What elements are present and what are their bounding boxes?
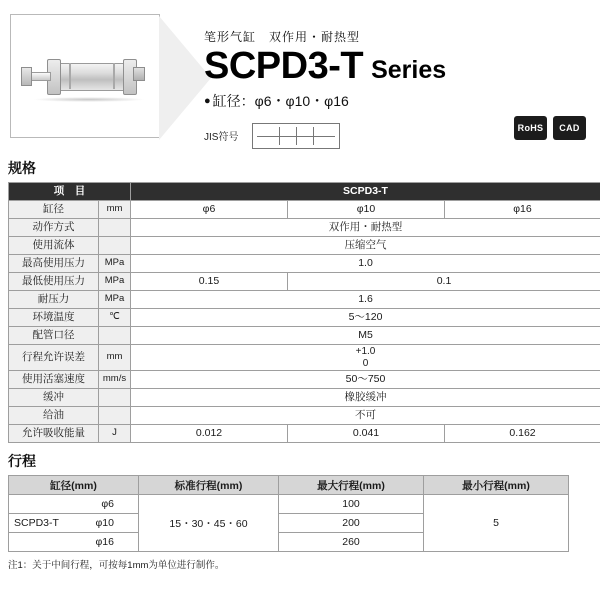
jis-label: JIS符号	[204, 132, 239, 144]
table-row	[9, 495, 569, 514]
row-unit: MPa	[99, 273, 131, 291]
cell-value: 5～120	[131, 309, 600, 327]
row-label: 缓冲	[9, 389, 99, 407]
cell-value: φ16	[445, 201, 600, 219]
bore-text: 缸径：φ6・φ10・φ16	[212, 92, 349, 109]
table-row	[9, 309, 600, 327]
table-row	[9, 345, 600, 371]
cell-value: 不可	[131, 407, 600, 425]
row-unit: mm	[99, 345, 131, 371]
row-label: 耐压力	[9, 291, 99, 309]
series-word: Series	[371, 56, 447, 84]
table-header-row	[9, 476, 569, 495]
bore-value: φ16	[9, 533, 139, 552]
row-label: 行程允许误差	[9, 345, 99, 371]
row-label: 动作方式	[9, 219, 99, 237]
bore-value: φ6	[9, 495, 139, 514]
product-photo	[10, 14, 160, 138]
table-row	[9, 371, 600, 389]
row-label: 给油	[9, 407, 99, 425]
stroke-table	[8, 475, 569, 552]
table-row	[9, 389, 600, 407]
table-header-row	[9, 183, 600, 201]
row-unit	[99, 407, 131, 425]
table-row	[9, 255, 600, 273]
bore-value: φ10	[95, 517, 114, 529]
row-unit	[99, 389, 131, 407]
table-row	[9, 219, 600, 237]
cell-value: 0.1	[288, 273, 600, 291]
cell-value: 1.6	[131, 291, 600, 309]
standard-stroke-value: 15・30・45・60	[139, 495, 279, 552]
row-unit	[99, 237, 131, 255]
footnote: 注1：关于中间行程，可按每1mm为单位进行制作。	[8, 560, 225, 571]
header-standard-stroke: 标准行程(mm)	[139, 476, 279, 495]
cell-value: 0.041	[288, 425, 445, 443]
row-unit: mm/s	[99, 371, 131, 389]
row-unit: MPa	[99, 255, 131, 273]
rohs-badge: RoHS	[514, 116, 547, 140]
cell-value: 0.15	[131, 273, 288, 291]
bore-sizes	[204, 91, 594, 111]
cad-badge: CAD	[553, 116, 586, 140]
cell-value: 0.162	[445, 425, 600, 443]
row-label: 使用活塞速度	[9, 371, 99, 389]
cell-value: 橡胶缓冲	[131, 389, 600, 407]
row-unit: ℃	[99, 309, 131, 327]
row-label: 缸径	[9, 201, 99, 219]
product-subtitle: 笔形气缸 双作用・耐热型	[204, 30, 361, 44]
cell-value: 1.0	[131, 255, 600, 273]
row-label: 最高使用压力	[9, 255, 99, 273]
row-label: 配管口径	[9, 327, 99, 345]
row-unit	[99, 327, 131, 345]
header-item: 项 目	[9, 183, 131, 201]
row-unit: MPa	[99, 291, 131, 309]
cell-value-tolerance	[131, 345, 600, 371]
jis-symbol-diagram	[252, 123, 340, 149]
cell-value: M5	[131, 327, 600, 345]
tolerance-upper: +1.0	[355, 346, 376, 357]
header	[6, 0, 594, 150]
table-row	[9, 327, 600, 345]
cell-value: φ6	[131, 201, 288, 219]
max-stroke-value: 200	[279, 514, 424, 533]
stroke-model-label: SCPD3-T	[14, 517, 59, 529]
pen-cylinder-illustration	[17, 45, 157, 111]
stroke-section-title: 行程	[8, 453, 36, 469]
table-row	[9, 201, 600, 219]
row-label: 最低使用压力	[9, 273, 99, 291]
table-row	[9, 425, 600, 443]
row-label: 使用流体	[9, 237, 99, 255]
row-unit: mm	[99, 201, 131, 219]
row-label: 允许吸收能量	[9, 425, 99, 443]
product-model: SCPD3-T	[204, 45, 364, 87]
bullet-icon: ●	[204, 94, 211, 107]
spec-section-title: 规格	[8, 160, 36, 176]
table-row	[9, 291, 600, 309]
header-bore: 缸径(mm)	[9, 476, 139, 495]
table-row	[9, 407, 600, 425]
cell-value: 双作用・耐热型	[131, 219, 600, 237]
table-row	[9, 273, 600, 291]
cell-value: 压缩空气	[131, 237, 600, 255]
header-min-stroke: 最小行程(mm)	[424, 476, 569, 495]
bore-value-with-model	[9, 514, 139, 533]
tolerance-lower: 0	[362, 357, 369, 369]
header-model: SCPD3-T	[131, 183, 600, 201]
row-label: 环境温度	[9, 309, 99, 327]
cell-value: 50～750	[131, 371, 600, 389]
row-unit: J	[99, 425, 131, 443]
page-title	[204, 47, 594, 87]
max-stroke-value: 260	[279, 533, 424, 552]
min-stroke-value: 5	[424, 495, 569, 552]
header-max-stroke: 最大行程(mm)	[279, 476, 424, 495]
table-row	[9, 237, 600, 255]
specification-table	[8, 182, 600, 443]
cell-value: φ10	[288, 201, 445, 219]
row-unit	[99, 219, 131, 237]
certification-badges	[514, 116, 586, 140]
cell-value: 0.012	[131, 425, 288, 443]
max-stroke-value: 100	[279, 495, 424, 514]
